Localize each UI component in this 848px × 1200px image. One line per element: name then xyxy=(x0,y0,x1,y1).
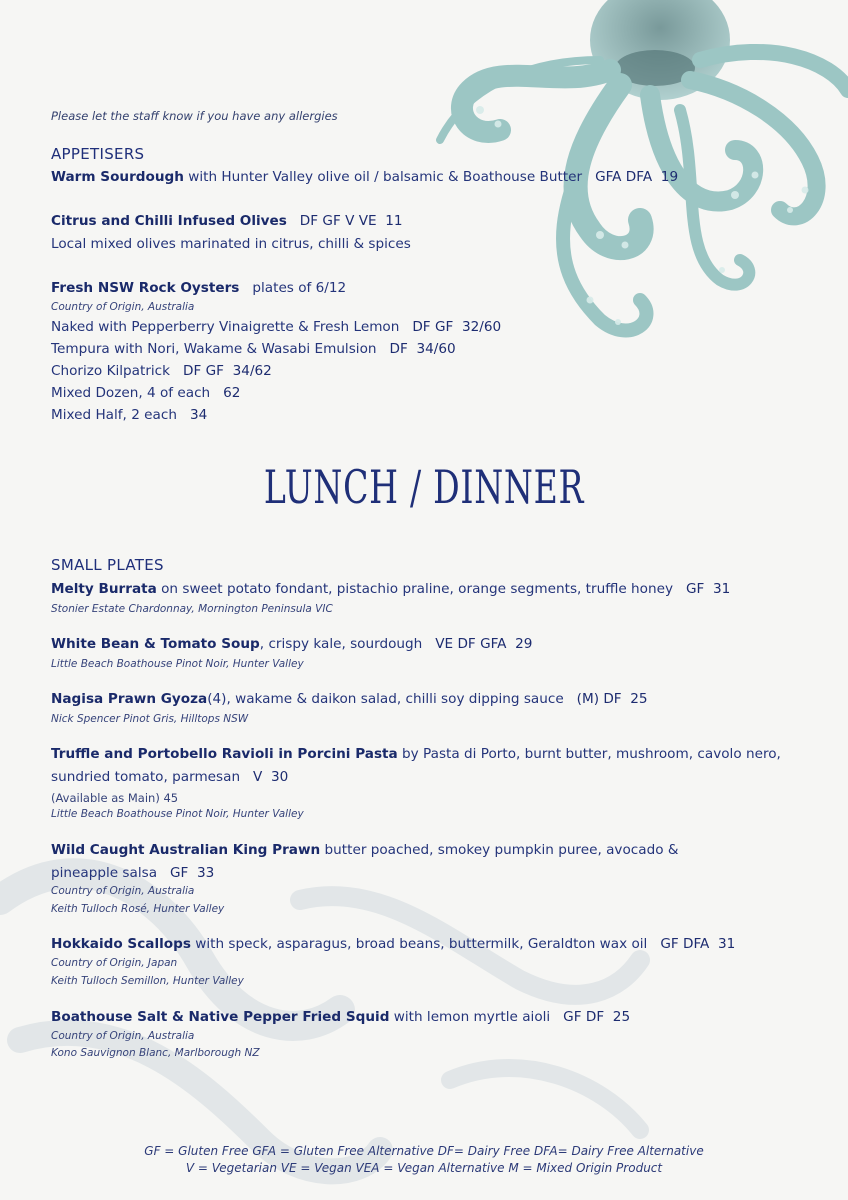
item-desc: , crispy kale, sourdough xyxy=(259,636,423,652)
item-price: 34/62 xyxy=(232,363,272,379)
item-price: 32/60 xyxy=(461,319,502,335)
appetiser-item-olives xyxy=(51,213,403,229)
item-desc: (4), wakame & daikon salad, chilli soy dipping sauce xyxy=(207,691,564,707)
dietary-tags: GF DFA xyxy=(660,936,710,952)
small-plates-heading: SMALL PLATES xyxy=(51,556,164,574)
option-text: Naked with Pepperberry Vinaigrette & Fresh Lemon xyxy=(51,319,400,335)
item-price: 62 xyxy=(223,385,241,401)
item-name: Hokkaido Scallops xyxy=(51,936,191,952)
wine-pairing: Little Beach Boathouse Pinot Noir, Hunter Valley xyxy=(51,658,304,670)
dietary-tags: GF DF xyxy=(563,1009,605,1025)
menu-title: LUNCH / DINNER xyxy=(263,460,585,514)
wine-pairing: Little Beach Boathouse Pinot Noir, Hunter Valley xyxy=(51,808,304,820)
menu-item-king-prawn xyxy=(51,842,678,858)
menu-item-soup xyxy=(51,636,532,652)
dietary-tags: V xyxy=(253,769,263,785)
item-desc: butter poached, smokey pumpkin puree, avocado & xyxy=(320,842,679,858)
item-price: 19 xyxy=(660,169,679,185)
item-price: 29 xyxy=(515,636,533,652)
country-of-origin: Country of Origin, Japan xyxy=(51,957,178,969)
item-price: 34 xyxy=(189,407,208,423)
item-desc: pineapple salsa xyxy=(51,865,158,881)
wine-pairing: Keith Tulloch Semillon, Hunter Valley xyxy=(51,975,244,987)
wine-pairing: Kono Sauvignon Blanc, Marlborough NZ xyxy=(51,1047,260,1059)
item-name: Citrus and Chilli Infused Olives xyxy=(51,213,287,229)
wine-pairing: Nick Spencer Pinot Gris, Hilltops NSW xyxy=(51,713,249,725)
item-name: Nagisa Prawn Gyoza xyxy=(51,691,208,707)
allergy-notice: Please let the staff know if you have any allergies xyxy=(51,109,338,123)
country-of-origin: Country of Origin, Australia xyxy=(51,1030,195,1042)
dietary-tags: (M) DF xyxy=(576,691,622,707)
menu-item-ravioli xyxy=(51,746,781,762)
oyster-option xyxy=(51,407,207,423)
item-desc: with speck, asparagus, broad beans, buttermilk, Geraldton wax oil xyxy=(190,936,648,952)
item-price: 11 xyxy=(385,213,403,229)
item-name: Melty Burrata xyxy=(51,581,157,597)
menu-item-squid xyxy=(51,1009,630,1025)
main-size-option: (Available as Main) 45 xyxy=(51,791,179,805)
item-name: Truffle and Portobello Ravioli in Porcini Pasta xyxy=(51,746,398,762)
option-text: Mixed Half, 2 each xyxy=(51,407,177,423)
appetisers-heading: APPETISERS xyxy=(51,145,145,163)
item-price: 30 xyxy=(271,769,289,785)
item-desc: sundried tomato, parmesan xyxy=(51,769,241,785)
dietary-tags: DF GF xyxy=(183,363,224,379)
menu-item-king-prawn-line2 xyxy=(51,865,214,881)
item-desc: on sweet potato fondant, pistachio praline, orange segments, truffle honey xyxy=(156,581,673,597)
dietary-legend-line-2: V = Vegetarian VE = Vegan VEA = Vegan Alternative M = Mixed Origin Product xyxy=(185,1161,663,1175)
option-text: Tempura with Nori, Wakame & Wasabi Emulsion xyxy=(51,341,377,357)
oyster-option xyxy=(51,319,501,335)
item-desc: with Hunter Valley olive oil / balsamic & Boathouse Butter xyxy=(183,169,583,185)
item-price: 34/60 xyxy=(416,341,456,357)
item-name: Fresh NSW Rock Oysters xyxy=(51,280,240,296)
item-name: Boathouse Salt & Native Pepper Fried Squid xyxy=(51,1009,390,1025)
item-price: 25 xyxy=(612,1009,631,1025)
country-of-origin: Country of Origin, Australia xyxy=(51,885,195,897)
dietary-legend-line-1: GF = Gluten Free GFA = Gluten Free Alternative DF= Dairy Free DFA= Dairy Free Alternative xyxy=(144,1144,704,1158)
oyster-option xyxy=(51,363,272,379)
dietary-tags: DF GF xyxy=(412,319,454,335)
item-description: Local mixed olives marinated in citrus, chilli & spices xyxy=(51,236,411,252)
item-desc: with lemon myrtle aioli xyxy=(389,1009,551,1025)
item-price: 33 xyxy=(197,865,215,881)
dietary-tags: DF xyxy=(389,341,408,357)
country-of-origin: Country of Origin, Australia xyxy=(51,301,195,313)
oyster-plates: plates of 6/12 xyxy=(252,280,347,296)
oyster-option xyxy=(51,385,240,401)
item-price: 25 xyxy=(630,691,648,707)
dietary-tags: VE DF GFA xyxy=(435,636,507,652)
item-desc: by Pasta di Porto, burnt butter, mushroom, cavolo nero, xyxy=(397,746,781,762)
appetiser-item-sourdough xyxy=(51,169,678,185)
dietary-tags: DF GF V VE xyxy=(299,213,377,229)
item-name: Warm Sourdough xyxy=(51,169,184,185)
item-name: White Bean & Tomato Soup xyxy=(51,636,260,652)
wine-pairing: Stonier Estate Chardonnay, Mornington Peninsula VIC xyxy=(51,603,333,615)
wine-pairing: Keith Tulloch Rosé, Hunter Valley xyxy=(51,903,225,915)
option-text: Mixed Dozen, 4 of each xyxy=(51,385,211,401)
item-name: Wild Caught Australian King Prawn xyxy=(51,842,321,858)
oyster-option xyxy=(51,341,456,357)
item-price: 31 xyxy=(717,936,736,952)
item-price: 31 xyxy=(712,581,731,597)
dietary-tags: GFA DFA xyxy=(595,169,653,185)
dietary-tags: GF xyxy=(170,865,189,881)
menu-item-burrata xyxy=(51,581,730,597)
menu-item-scallops xyxy=(51,936,735,952)
appetiser-item-oysters xyxy=(51,280,346,296)
menu-item-ravioli-line2 xyxy=(51,769,288,785)
menu-item-gyoza xyxy=(51,691,648,707)
dietary-tags: GF xyxy=(685,581,705,597)
option-text: Chorizo Kilpatrick xyxy=(51,363,171,379)
